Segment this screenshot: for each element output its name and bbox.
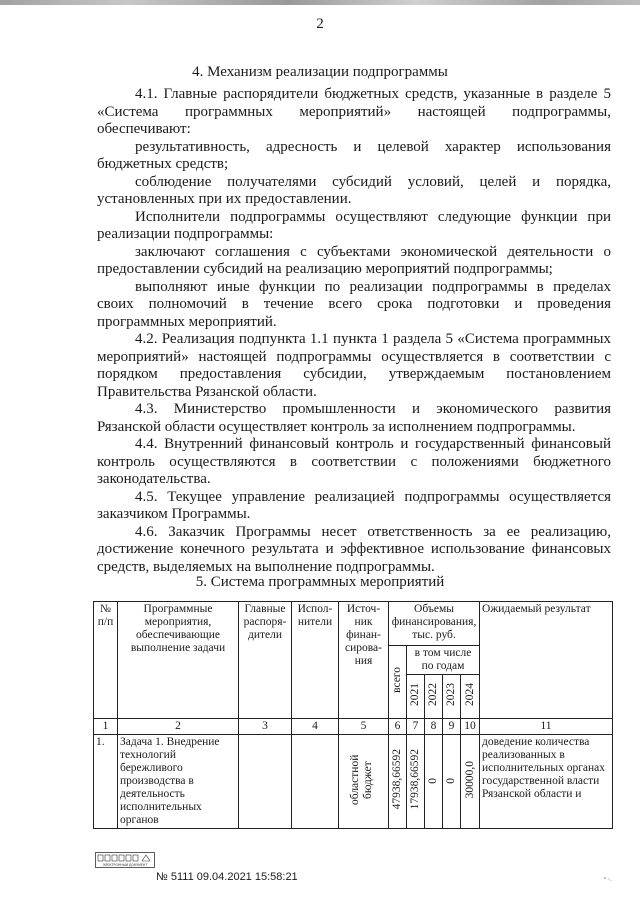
header-num: № п/п xyxy=(94,602,118,719)
paragraph: 4.4. Внутренний финансовый контроль и государственный финансовый контроль осуществляются в соответствии с положениями бюджетного законодательства. xyxy=(97,436,611,487)
header-activities: Программные мероприятия, обеспечивающие выполнение задачи xyxy=(118,602,239,719)
column-number: 7 xyxy=(407,719,425,735)
paragraph: 4.3. Министерство промышленности и экономического развития Рязанской области осуществляет контроль за исполнением подпрограммы. xyxy=(97,401,611,435)
header-year: 2024 xyxy=(463,683,476,706)
paragraph: заключают соглашения с субъектами экономической деятельности о предоставлении субсидий на реализацию мероприятий подпрограммы; xyxy=(97,243,611,277)
header-year: 2021 xyxy=(409,683,421,706)
page-number: 2 xyxy=(316,16,324,32)
row-2022-cell xyxy=(425,735,443,829)
paragraph: 4.1. Главные распорядители бюджетных средств, указанные в разделе 5 «Система программных мероприятий» настоящей подпрограммы, обеспечивают: xyxy=(97,86,611,137)
column-number-row xyxy=(94,719,613,735)
column-number: 3 xyxy=(239,719,292,735)
section-4-title: 4. Механизм реализации подпрограммы xyxy=(192,64,448,80)
column-number: 9 xyxy=(443,719,461,735)
header-volumes: Объемы финансирования, тыс. руб. xyxy=(389,602,480,646)
paragraph: 4.5. Текущее управление реализацией подпрограммы осуществляется заказчиком Программы. xyxy=(97,488,611,522)
section-4-body xyxy=(97,86,611,576)
row-2023-cell xyxy=(443,735,461,829)
header-managers: Главные распоря-дители xyxy=(239,602,292,719)
column-number: 10 xyxy=(461,719,480,735)
paragraph: 4.2. Реализация подпункта 1.1 пункта 1 раздела 5 «Система программных мероприятий» настоящей подпрограммы осуществляется в соответствии с порядком предоставления субсидии, утверждаемым постановлением Правительства Рязанской области. xyxy=(97,331,611,400)
paragraph: соблюдение получателями субсидий условий, целей и порядка, установленных при их предоставлении. xyxy=(97,173,611,207)
registration-number: № 5111 09.04.2021 15:58:21 xyxy=(156,871,298,883)
header-executors: Испол-нители xyxy=(292,602,339,719)
table-row xyxy=(94,735,613,829)
table-header-row xyxy=(94,602,613,646)
paragraph: 4.6. Заказчик Программы несет ответственность за ее реализацию, достижение конечного результата и эффективное использование финансовых средств, выделяемых на выполнение подпрограммы. xyxy=(97,523,611,575)
row-2021-cell xyxy=(407,735,425,829)
row-2021: 17938,66592 xyxy=(409,749,421,810)
row-activity: Задача 1. Внедрение технологий бережливого производства в деятельность исполнительных органов xyxy=(118,735,239,829)
row-source-cell xyxy=(339,735,389,829)
column-number: 4 xyxy=(292,719,339,735)
column-number: 8 xyxy=(425,719,443,735)
column-number: 2 xyxy=(118,719,239,735)
stamp-caption: ЭЛЕКТРОННЫЙ ДОКУМЕНТ xyxy=(102,863,148,867)
row-executor xyxy=(292,735,339,829)
header-including: в том числе по годам xyxy=(407,646,480,675)
row-2024: 30000,0 xyxy=(463,760,476,799)
column-number: 11 xyxy=(480,719,613,735)
header-year-cell xyxy=(461,675,480,719)
scan-edge-artifact xyxy=(0,0,640,5)
header-year-cell xyxy=(443,675,461,719)
column-number: 6 xyxy=(389,719,407,735)
row-result: доведение количества реализованных в исполнительных органах государственной власти Рязанской области и xyxy=(480,735,613,829)
header-year-cell xyxy=(425,675,443,719)
row-2023: 0 xyxy=(445,778,457,784)
header-year: 2023 xyxy=(445,683,457,706)
row-2024-cell xyxy=(461,735,480,829)
header-source: Источ-ник финан-сирова-ния xyxy=(339,602,389,719)
paragraph: результативность, адресность и целевой характер использования бюджетных средств; xyxy=(97,138,611,172)
header-total: всего xyxy=(391,667,403,693)
row-total-cell xyxy=(389,735,407,829)
column-number: 5 xyxy=(339,719,389,735)
header-total-cell xyxy=(389,646,407,719)
header-result: Ожидаемый результат xyxy=(480,602,613,719)
electronic-document-stamp-icon xyxy=(95,852,155,868)
column-number: 1 xyxy=(94,719,118,735)
paragraph: выполняют иные функции по реализации подпрограммы в пределах своих полномочий в течение всего срока подготовки и проведения программных мероприятий. xyxy=(97,278,611,330)
paragraph: Исполнители подпрограммы осуществляют следующие функции при реализации подпрограммы: xyxy=(97,208,611,242)
row-total: 47938,66592 xyxy=(391,749,403,810)
program-activities-table xyxy=(93,601,613,829)
row-2022: 0 xyxy=(427,778,439,784)
row-num: 1. xyxy=(94,735,118,829)
row-source: областной бюджет xyxy=(348,754,374,805)
row-manager xyxy=(239,735,292,829)
header-year: 2022 xyxy=(427,683,439,706)
header-year-cell xyxy=(407,675,425,719)
section-5-title: 5. Система программных мероприятий xyxy=(195,574,445,590)
scan-speck-icon xyxy=(603,876,613,882)
